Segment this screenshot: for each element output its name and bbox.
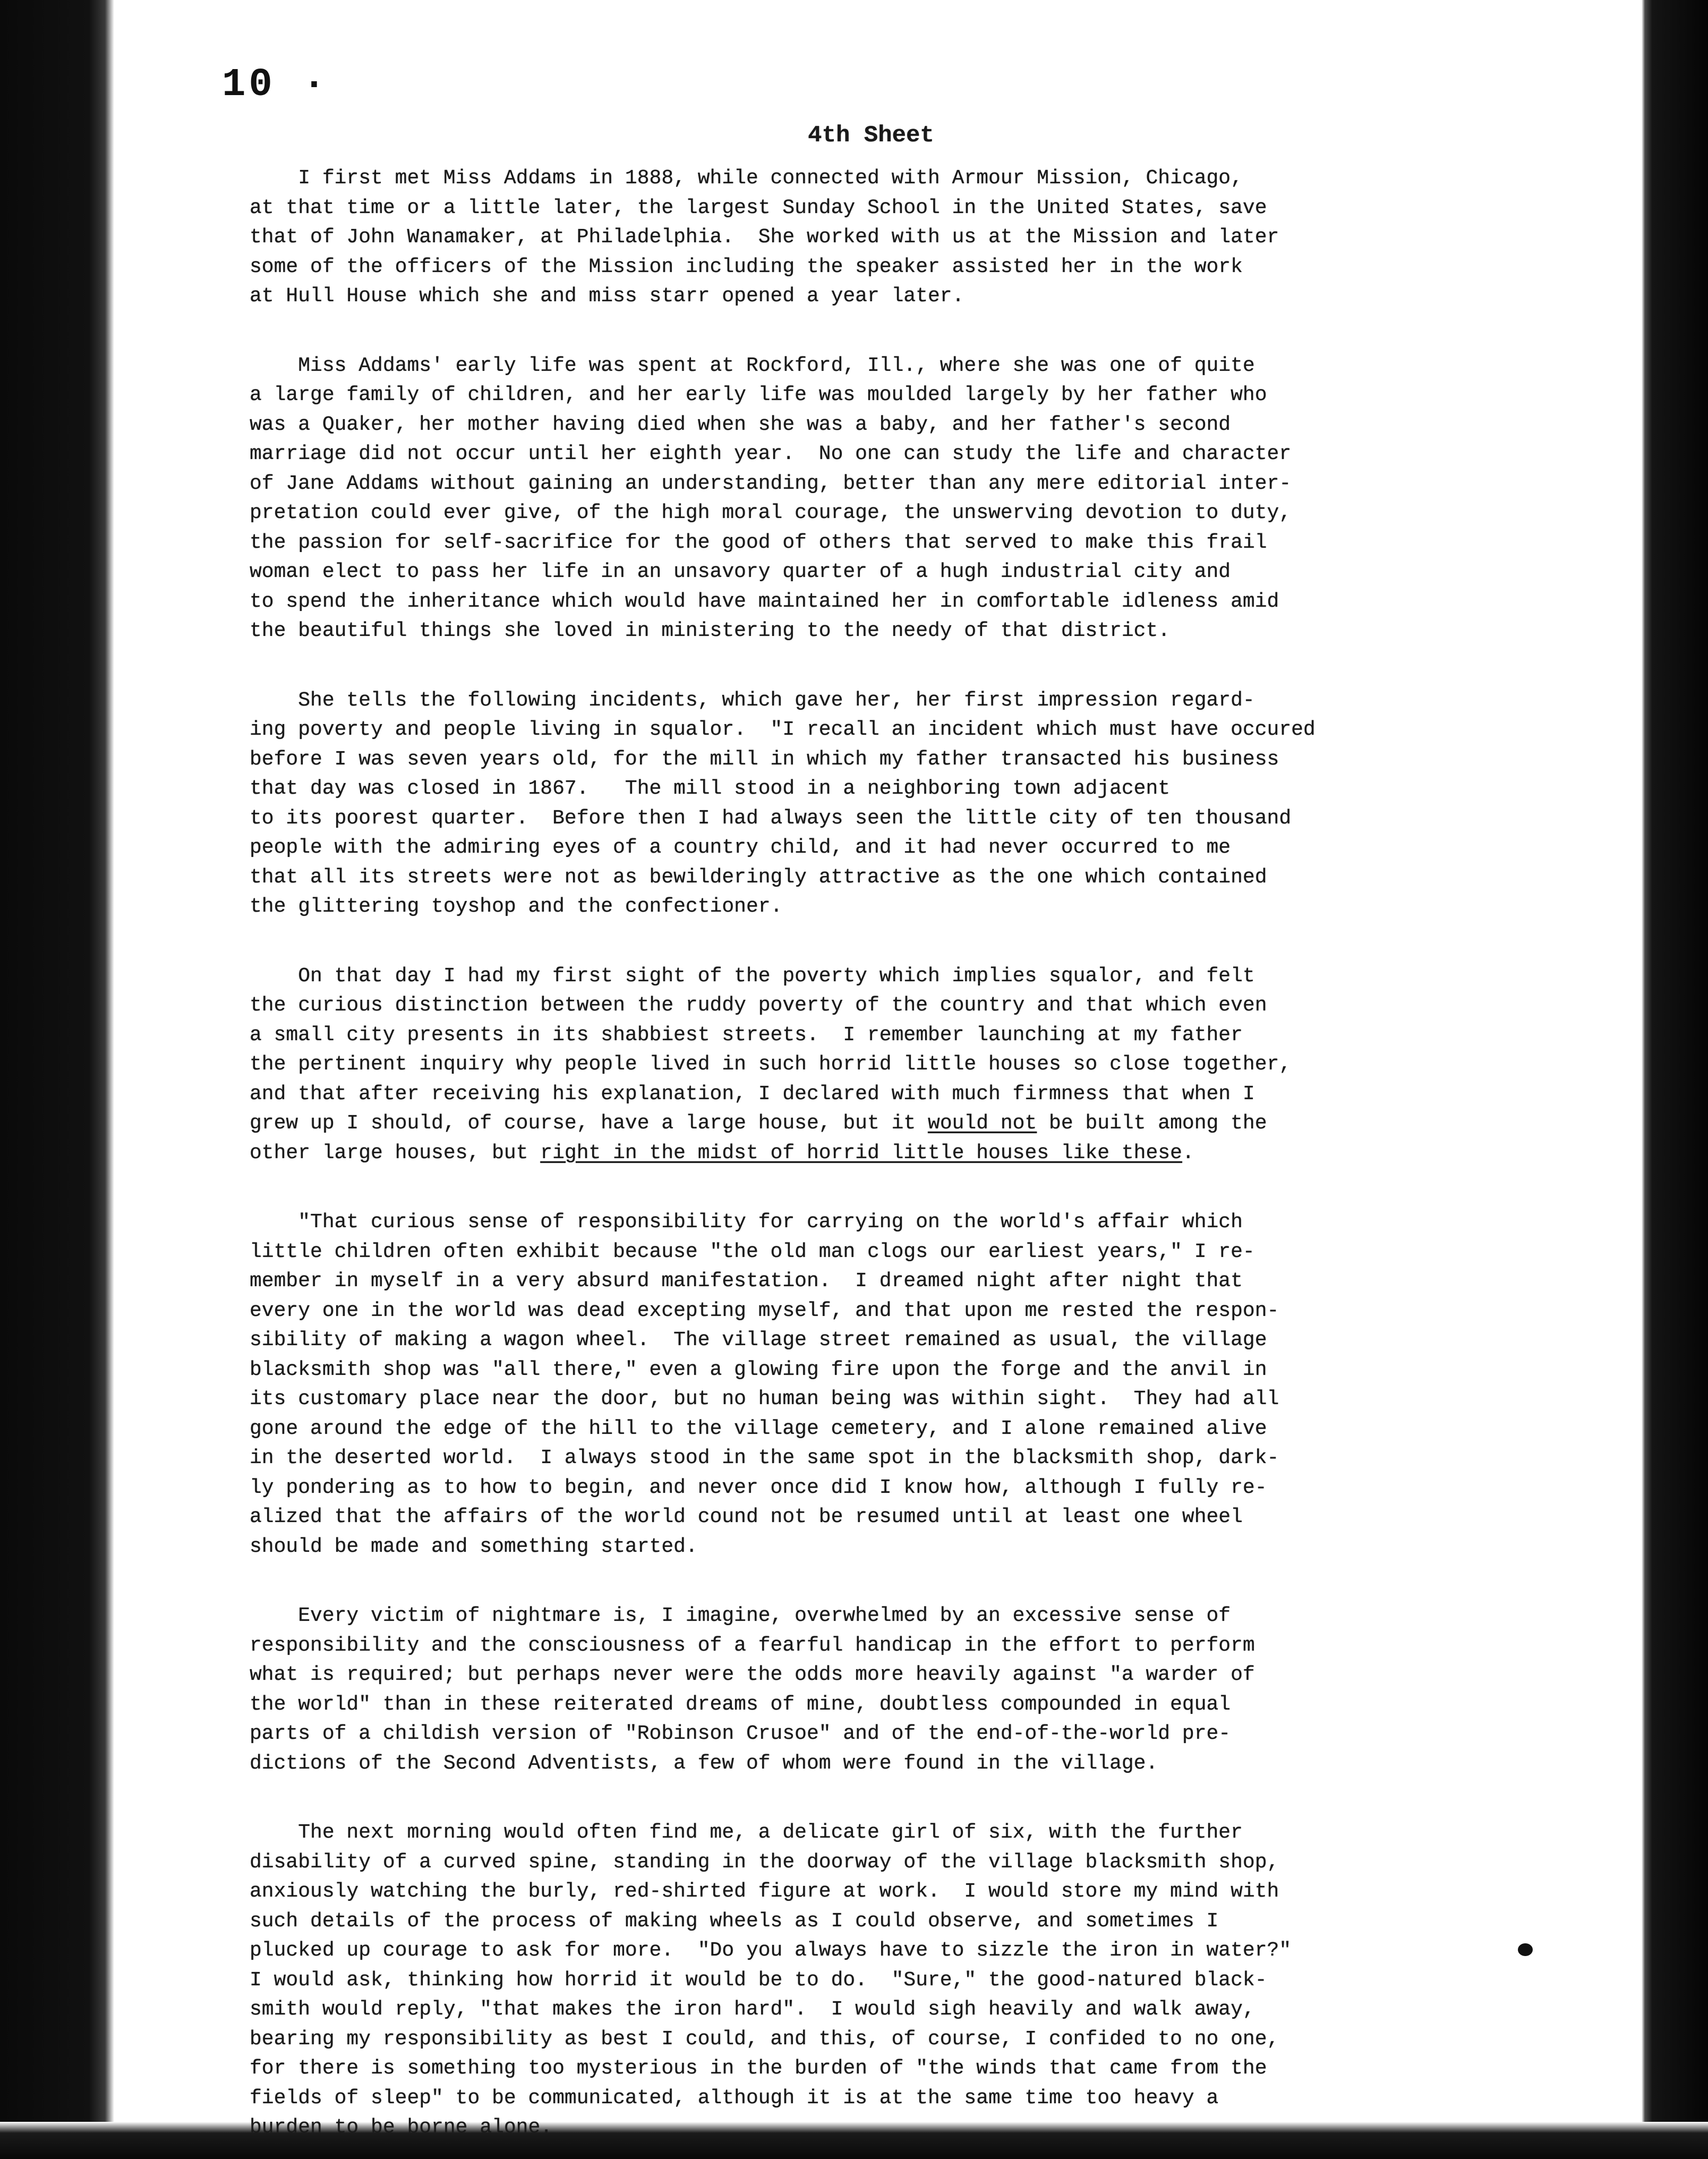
- text-line: disability of a curved spine, standing in the doorway of the village blacksmith shop,: [250, 1850, 1279, 1874]
- text-line: woman elect to pass her life in an unsavory quarter of a hugh industrial city and: [250, 560, 1231, 583]
- text-line: fields of sleep" to be communicated, although it is at the same time too heavy a: [250, 2086, 1219, 2110]
- text-line: people with the admiring eyes of a country child, and it had never occurred to me: [250, 836, 1231, 859]
- text-line: other large houses, but right in the midst of horrid little houses like these.: [250, 1141, 1194, 1164]
- text-line: the passion for self-sacrifice for the good of others that served to make this frail: [250, 531, 1267, 554]
- text-line: such details of the process of making wheels as I could observe, and sometimes I: [250, 1909, 1219, 1933]
- text-line: some of the officers of the Mission including the speaker assisted her in the work: [250, 255, 1243, 278]
- text-line: before I was seven years old, for the mill in which my father transacted his business: [250, 747, 1279, 771]
- underlined-phrase: would not: [928, 1112, 1037, 1135]
- text-line: parts of a childish version of "Robinson Crusoe" and of the end-of-the-world pre-: [250, 1722, 1231, 1745]
- paragraph: [250, 1818, 1492, 2143]
- text-line: pretation could ever give, of the high moral courage, the unswerving devotion to duty,: [250, 502, 1292, 524]
- text-line: burden to be borne alone.: [250, 2116, 553, 2139]
- paragraph: [250, 686, 1492, 922]
- text-line: marriage did not occur until her eighth year. No one can study the life and character: [250, 443, 1292, 465]
- text-line: and that after receiving his explanation, I declared with much firmness that when I: [250, 1082, 1255, 1106]
- text-line: member in myself in a very absurd manifestation. I dreamed night after night that: [250, 1270, 1243, 1293]
- text-line: little children often exhibit because "the old man clogs our earliest years," I re-: [250, 1240, 1255, 1263]
- text-line: that day was closed in 1867. The mill stood in a neighboring town adjacent: [250, 777, 1171, 800]
- paragraph-list: [250, 164, 1492, 2143]
- text-line: at Hull House which she and miss starr opened a year later.: [250, 285, 964, 308]
- text-line: blacksmith shop was "all there," even a glowing fire upon the forge and the anvil in: [250, 1358, 1267, 1381]
- document-body: [250, 122, 1492, 2143]
- text-line: She tells the following incidents, which gave her, her first impression regard-: [250, 688, 1255, 712]
- paragraph: [250, 1208, 1492, 1561]
- text-line: Every victim of nightmare is, I imagine, overwhelmed by an excessive sense of: [250, 1604, 1231, 1627]
- text-line: that of John Wanamaker, at Philadelphia. She worked with us at the Mission and later: [250, 226, 1279, 249]
- text-line: in the deserted world. I always stood in the same spot in the blacksmith shop, dark-: [250, 1447, 1279, 1469]
- text-line: the world" than in these reiterated dreams of mine, doubtless compounded in equal: [250, 1693, 1231, 1716]
- page-marker: 10 ·: [222, 63, 329, 107]
- text-line: gone around the edge of the hill to the village cemetery, and I alone remained alive: [250, 1417, 1267, 1440]
- text-line: smith would reply, "that makes the iron hard". I would sigh heavily and walk away,: [250, 1998, 1255, 2021]
- text-line: alized that the affairs of the world cound not be resumed until at least one wheel: [250, 1506, 1243, 1528]
- sheet-heading: 4th Sheet: [808, 122, 934, 149]
- paragraph: [250, 962, 1492, 1168]
- text-line: sibility of making a wagon wheel. The village street remained as usual, the village: [250, 1329, 1267, 1352]
- text-line: of Jane Addams without gaining an understanding, better than any mere editorial inter-: [250, 472, 1292, 495]
- text-line: "That curious sense of responsibility for carrying on the world's affair which: [250, 1211, 1243, 1234]
- text-line: at that time or a little later, the largest Sunday School in the United States, save: [250, 196, 1267, 219]
- underlined-phrase: right in the midst of horrid little houses like these: [540, 1141, 1182, 1164]
- text-line: the beautiful things she loved in ministering to the needy of that district.: [250, 619, 1171, 642]
- text-line: for there is something too mysterious in the burden of "the winds that came from the: [250, 2057, 1267, 2080]
- text-line: Miss Addams' early life was spent at Rockford, Ill., where she was one of quite: [250, 354, 1255, 377]
- text-line: ing poverty and people living in squalor. "I recall an incident which must have occured: [250, 718, 1316, 741]
- text-line: responsibility and the consciousness of a fearful handicap in the effort to perform: [250, 1634, 1255, 1657]
- text-line: what is required; but perhaps never were the odds more heavily against "a warder of: [250, 1663, 1255, 1686]
- text-line: the glittering toyshop and the confectioner.: [250, 895, 783, 918]
- paragraph: [250, 1601, 1492, 1778]
- ink-speck: [1518, 1943, 1533, 1956]
- text-line: I first met Miss Addams in 1888, while connected with Armour Mission, Chicago,: [250, 167, 1243, 190]
- text-line: that all its streets were not as bewilderingly attractive as the one which contained: [250, 865, 1267, 889]
- scan-border-left: [0, 0, 114, 2159]
- text-line: grew up I should, of course, have a large house, but it would not be built among the: [250, 1112, 1267, 1135]
- paragraph: [250, 164, 1492, 311]
- text-line: a small city presents in its shabbiest streets. I remember launching at my father: [250, 1023, 1243, 1047]
- text-line: plucked up courage to ask for more. "Do you always have to sizzle the iron in water?": [250, 1939, 1292, 1962]
- text-line: to spend the inheritance which would have maintained her in comfortable idleness amid: [250, 590, 1279, 613]
- scan-border-right: [1642, 0, 1708, 2159]
- text-line: ly pondering as to how to begin, and never once did I know how, although I fully re-: [250, 1476, 1267, 1499]
- text-line: the curious distinction between the ruddy poverty of the country and that which even: [250, 994, 1267, 1017]
- text-line: anxiously watching the burly, red-shirted figure at work. I would store my mind with: [250, 1880, 1279, 1903]
- text-line: its customary place near the door, but no human being was within sight. They had all: [250, 1388, 1279, 1410]
- text-line: I would ask, thinking how horrid it would be to do. "Sure," the good-natured black-: [250, 1968, 1267, 1992]
- text-line: a large family of children, and her early life was moulded largely by her father who: [250, 384, 1267, 406]
- text-line: On that day I had my first sight of the poverty which implies squalor, and felt: [250, 964, 1255, 988]
- text-line: to its poorest quarter. Before then I had always seen the little city of ten thousand: [250, 806, 1292, 830]
- text-line: was a Quaker, her mother having died when she was a baby, and her father's second: [250, 413, 1231, 436]
- text-line: should be made and something started.: [250, 1535, 698, 1558]
- paragraph: [250, 351, 1492, 646]
- text-line: The next morning would often find me, a delicate girl of six, with the further: [250, 1821, 1243, 1844]
- text-line: every one in the world was dead excepting myself, and that upon me rested the respon-: [250, 1299, 1279, 1322]
- text-line: bearing my responsibility as best I could, and this, of course, I confided to no one,: [250, 2027, 1279, 2051]
- text-line: dictions of the Second Adventists, a few of whom were found in the village.: [250, 1752, 1158, 1775]
- text-line: the pertinent inquiry why people lived in such horrid little houses so close together,: [250, 1053, 1292, 1076]
